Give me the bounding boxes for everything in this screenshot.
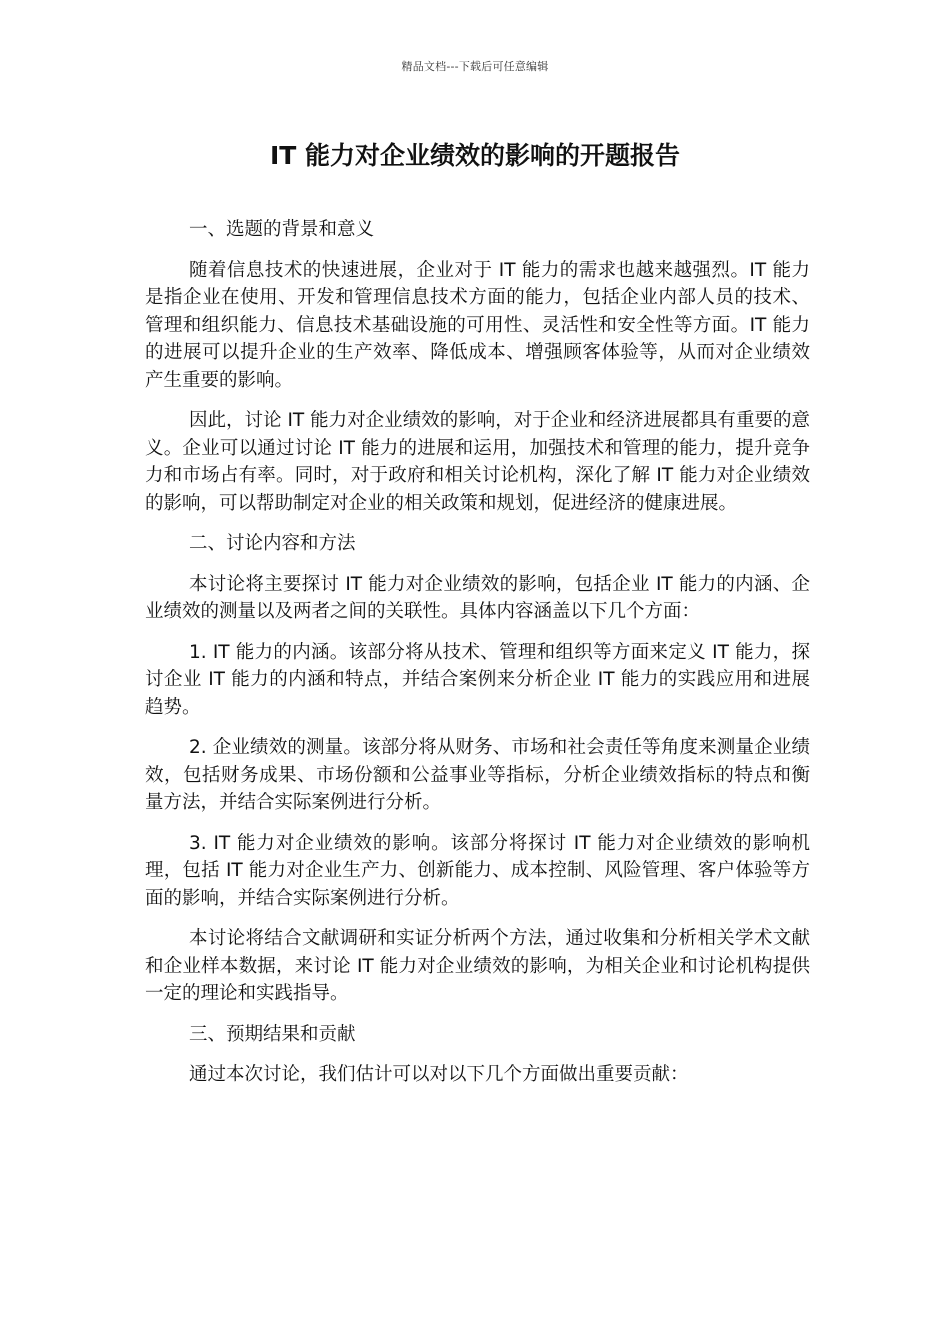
header-note: 精品文档---下载后可任意编辑	[401, 60, 549, 73]
section-heading-background: 一、选题的背景和意义	[189, 219, 375, 240]
paragraph-content-intro: 本讨论将主要探讨 IT 能力对企业绩效的影响，包括企业 IT 能力的内涵、企业绩效的测量以及两者之间的关联性。具体内容涵盖以下几个方面：	[145, 573, 810, 622]
paragraph-item-2: 2. 企业绩效的测量。该部分将从财务、市场和社会责任等角度来测量企业绩效，包括财务成果、市场份额和公益事业等指标，分析企业绩效指标的特点和衡量方法，并结合实际案例进行分析。	[145, 737, 810, 813]
paragraph-method: 本讨论将结合文献调研和实证分析两个方法，通过收集和分析相关学术文献和企业样本数据，来讨论 IT 能力对企业绩效的影响，为相关企业和讨论机构提供一定的理论和实践指导。	[145, 928, 810, 1004]
section-heading-results: 三、预期结果和贡献	[189, 1023, 356, 1045]
paragraph-item-1: 1. IT 能力的内涵。该部分将从技术、管理和组织等方面来定义 IT 能力，探讨企业 IT 能力的内涵和特点，并结合案例来分析企业 IT 能力的实践应用和进展趋势。	[145, 641, 810, 718]
document-title: IT 能力对企业绩效的影响的开题报告	[269, 141, 681, 170]
paragraph-background-2: 因此，讨论 IT 能力对企业绩效的影响，对于企业和经济进展都具有重要的意义。企业可以通过讨论 IT 能力的进展和运用，加强技术和管理的能力，提升竞争力和市场占有率。同时，对于政府和相关讨论机构，深化了解 IT 能力对企业绩效的影响，可以帮助制定对企业的相关政策和规划，促进经济的健康进展。	[145, 410, 810, 514]
paragraph-item-3: 3. IT 能力对企业绩效的影响。该部分将探讨 IT 能力对企业绩效的影响机理，包括 IT 能力对企业生产力、创新能力、成本控制、风险管理、客户体验等方面的影响，并结合实际案例进行分析。	[145, 832, 810, 909]
paragraph-background-1: 随着信息技术的快速进展，企业对于 IT 能力的需求也越来越强烈。IT 能力是指企业在使用、开发和管理信息技术方面的能力，包括企业内部人员的技术、管理和组织能力、信息技术基础设施的可用性、灵活性和安全性等方面。IT 能力的进展可以提升企业的生产效率、降低成本、增强顾客体验等，从而对企业绩效产生重要的影响。	[145, 259, 810, 391]
document-body	[145, 216, 810, 1102]
paragraph-results-intro: 通过本次讨论，我们估计可以对以下几个方面做出重要贡献：	[189, 1064, 689, 1085]
section-heading-content-method: 二、讨论内容和方法	[189, 533, 356, 554]
